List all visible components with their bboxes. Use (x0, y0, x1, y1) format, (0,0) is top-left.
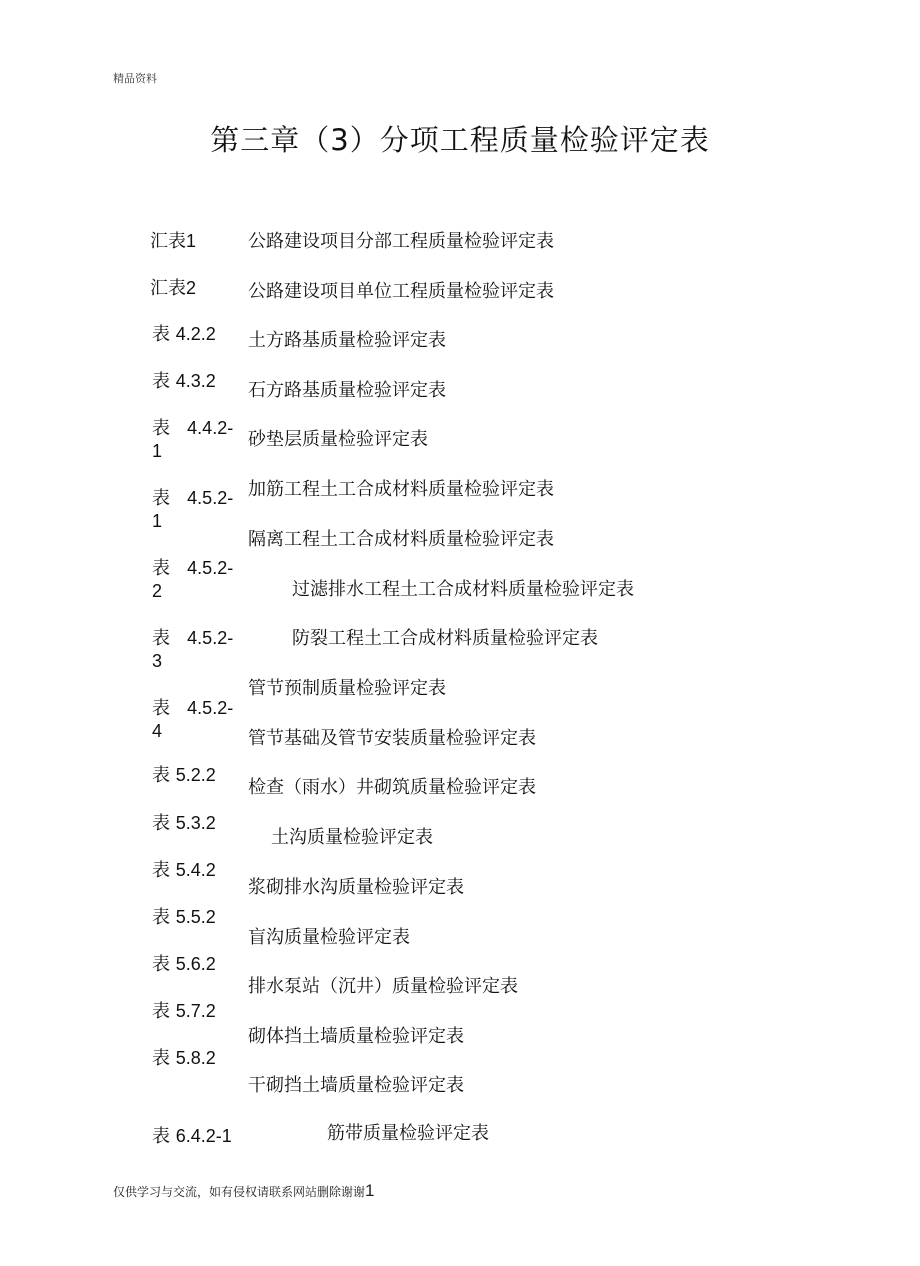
table-title: 管节预制质量检验评定表 (248, 678, 446, 699)
table-title: 石方路基质量检验评定表 (248, 380, 446, 401)
code-prefix: 表 (152, 371, 170, 392)
table-code (152, 370, 216, 393)
table-code (152, 1125, 232, 1148)
table-code (152, 1047, 216, 1070)
code-number: 1 (186, 231, 197, 251)
header-note: 精品资料 (113, 72, 157, 85)
table-title: 公路建设项目单位工程质量检验评定表 (248, 281, 554, 302)
code-prefix: 表 (152, 860, 170, 881)
code-prefix: 表 (152, 628, 170, 649)
code-prefix: 汇表 (150, 278, 186, 299)
code-number: 5.7.2 (175, 1001, 216, 1021)
page-number: 1 (365, 1181, 375, 1200)
code-prefix: 表 (152, 324, 170, 345)
table-code (152, 323, 216, 346)
table-title: 砂垫层质量检验评定表 (248, 429, 428, 450)
table-title: 土方路基质量检验评定表 (248, 330, 446, 351)
code-number: 4.5.2- (187, 558, 234, 578)
code-number: 5.5.2 (175, 907, 216, 927)
table-code (152, 697, 233, 743)
table-title: 公路建设项目分部工程质量检验评定表 (248, 231, 554, 252)
table-code (152, 906, 216, 929)
code-number: 4.3.2 (175, 371, 216, 391)
footer-text: 仅供学习与交流，如有侵权请联系网站删除谢谢 (113, 1185, 366, 1199)
code-number-continued: 2 (152, 581, 163, 601)
table-code (150, 230, 196, 253)
code-prefix: 汇表 (150, 231, 186, 252)
table-code (152, 1000, 216, 1023)
code-number-continued: 3 (152, 651, 163, 671)
table-title: 隔离工程土工合成材料质量检验评定表 (248, 529, 554, 550)
table-title: 砌体挡土墙质量检验评定表 (248, 1026, 464, 1047)
table-code (152, 859, 216, 882)
code-number: 2 (186, 278, 197, 298)
code-number: 4.5.2- (187, 698, 234, 718)
code-number-continued: 1 (152, 441, 163, 461)
code-number: 5.2.2 (175, 765, 216, 785)
code-number: 6.4.2-1 (175, 1126, 232, 1146)
code-prefix: 表 (152, 558, 170, 579)
code-prefix: 表 (152, 813, 170, 834)
table-title: 土沟质量检验评定表 (271, 827, 433, 848)
code-number: 4.5.2- (187, 488, 234, 508)
code-prefix: 表 (152, 907, 170, 928)
code-number: 5.4.2 (175, 860, 216, 880)
code-number-continued: 4 (152, 721, 163, 741)
table-code (152, 557, 233, 603)
table-title: 浆砌排水沟质量检验评定表 (248, 877, 464, 898)
code-number: 5.3.2 (175, 813, 216, 833)
footer-note (113, 1181, 374, 1201)
code-prefix: 表 (152, 954, 170, 975)
table-title: 筋带质量检验评定表 (327, 1123, 489, 1144)
table-title: 防裂工程土工合成材料质量检验评定表 (292, 628, 598, 649)
table-title: 干砌挡土墙质量检验评定表 (248, 1075, 464, 1096)
code-prefix: 表 (152, 698, 170, 719)
code-number: 5.8.2 (175, 1048, 216, 1068)
code-number: 4.4.2- (187, 418, 234, 438)
table-title: 过滤排水工程土工合成材料质量检验评定表 (292, 579, 634, 600)
code-prefix: 表 (152, 418, 170, 439)
table-code (152, 627, 233, 673)
code-prefix: 表 (152, 488, 170, 509)
table-title: 排水泵站（沉井）质量检验评定表 (248, 976, 518, 997)
table-code (150, 277, 196, 300)
code-prefix: 表 (152, 1126, 170, 1147)
table-title: 盲沟质量检验评定表 (248, 927, 410, 948)
code-prefix: 表 (152, 1048, 170, 1069)
table-code (152, 487, 233, 533)
code-number-continued: 1 (152, 511, 163, 531)
code-number: 5.6.2 (175, 954, 216, 974)
table-code (152, 417, 233, 463)
code-number: 4.5.2- (187, 628, 234, 648)
table-code (152, 812, 216, 835)
table-title: 加筋工程土工合成材料质量检验评定表 (248, 479, 554, 500)
table-title: 检查（雨水）井砌筑质量检验评定表 (248, 777, 536, 798)
code-prefix: 表 (152, 1001, 170, 1022)
table-code (152, 764, 216, 787)
code-number: 4.2.2 (175, 324, 216, 344)
page-title: 第三章（3）分项工程质量检验评定表 (210, 123, 710, 157)
table-title: 管节基础及管节安装质量检验评定表 (248, 728, 536, 749)
table-code (152, 953, 216, 976)
code-prefix: 表 (152, 765, 170, 786)
